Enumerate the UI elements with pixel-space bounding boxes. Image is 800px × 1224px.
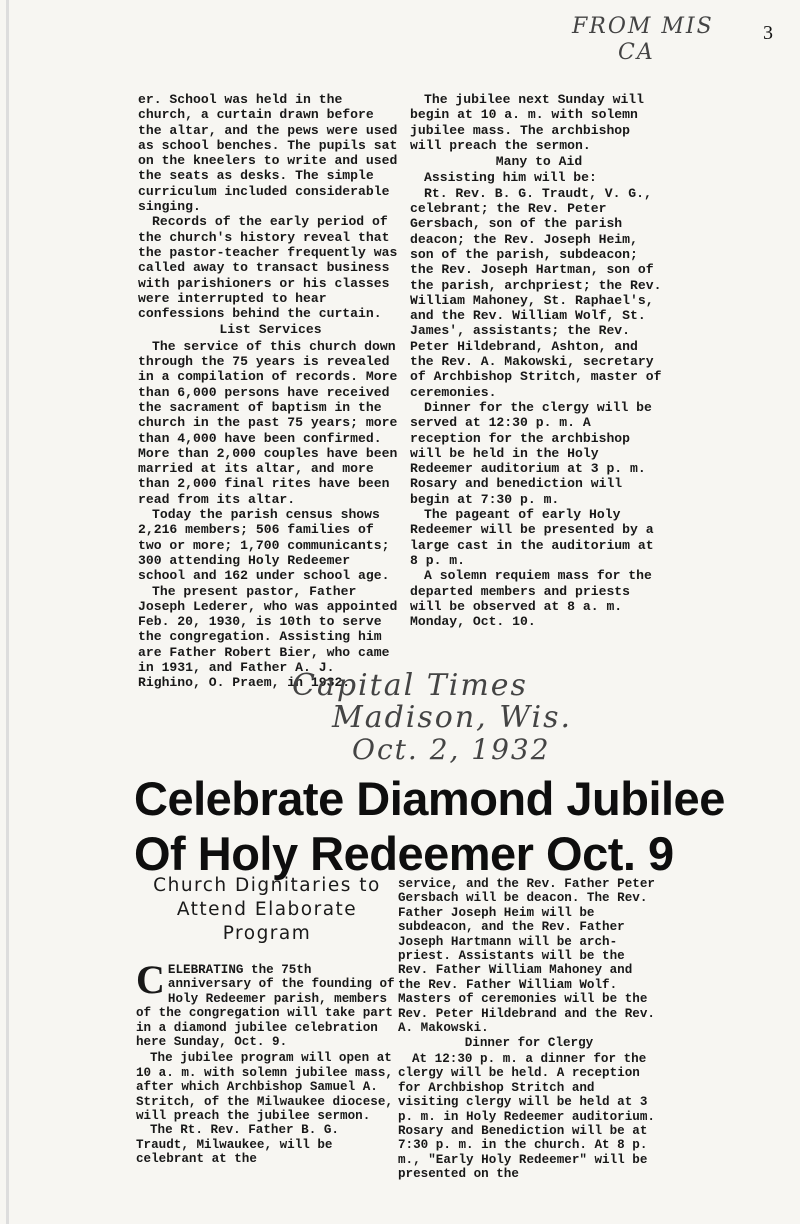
paragraph: Rt. Rev. B. G. Traudt, V. G., celebrant; the Rev. Peter Gersbach, son of the parish deacon; the Rev. Joseph Heim, son of the parish, subdeacon; the Rev. Joseph Hartman, son of the parish, archpriest; the Rev. William Mahoney, St. Raphael's, and the Rev. William Wolf, St. James', assistants; the Rev. Peter Hildebrand, Ashton, and the Rev. A. Makowski, secretary of Archbishop Stritch, master of ceremonies. [410, 185, 662, 400]
headline-line-2: Of Holy Redeemer Oct. 9 [134, 827, 674, 880]
article-column-c [136, 957, 396, 1167]
paragraph: The service of this church down through the 75 years is revealed in a compilation of records. More than 6,000 persons have received the sacrament of baptism in the church in the past 75 years; more than 4,000 have been confirmed. More than 2,000 couples have been married at its altar, and more than 2,000 final rites have been read from its altar. [138, 338, 398, 507]
corner-annotation-top: FROM MIS [572, 14, 714, 39]
paragraph: service, and the Rev. Father Peter Gersbach will be deacon. The Rev. Father Joseph Heim will be subdeacon, and the Rev. Father Joseph Hartmann will be arch-priest. Assistants will be the Rev. Father William Mahoney and the Rev. Father William Wolf. Masters of ceremonies will be the Rev. Peter Hildebrand and the Rev. A. Makowski. [398, 877, 655, 1036]
paragraph: The jubilee program will open at 10 a. m. with solemn jubilee mass, after which Archbishop Samuel A. Stritch, of the Milwaukee diocese, will preach the jubilee sermon. [136, 1051, 393, 1124]
paragraph: The Rt. Rev. Father B. G. Traudt, Milwaukee, will be celebrant at the [136, 1123, 339, 1167]
source-annotation-date: Oct. 2, 1932 [352, 733, 551, 766]
article-column-a [138, 92, 403, 691]
article-column-b [410, 92, 668, 629]
headline-line-1: Celebrate Diamond Jubilee [134, 772, 725, 825]
paragraph: ELEBRATING the 75th anniversary of the founding of Holy Redeemer parish, members of the congregation will take part in a diamond jubilee celebration here Sunday, Oct. 9. [136, 963, 395, 1050]
paragraph: The pageant of early Holy Redeemer will be presented by a large cast in the auditorium at 8 p. m. [410, 507, 654, 568]
paragraph: Assisting him will be: [424, 170, 597, 186]
scan-edge [6, 0, 9, 1224]
paragraph: The jubilee next Sunday will begin at 10 a. m. with solemn jubilee mass. The archbishop will preach the sermon. [410, 92, 645, 153]
corner-annotation-bottom: CA [618, 40, 655, 65]
paragraph: Today the parish census shows 2,216 members; 506 families of two or more; 1,700 communicants; 300 attending Holy Redeemer school and 162 under school age. [138, 507, 390, 584]
drop-cap: C [136, 957, 165, 1002]
paragraph: At 12:30 p. m. a dinner for the clergy will be held. A reception for Archbishop Stritch and visiting clergy will be held at 3 p. m. in Holy Redeemer auditorium. Rosary and Benediction will be at 7:30 p. m. in the church. At 8 p. m., "Early Holy Redeemer" will be presented on the [398, 1051, 655, 1182]
subheading: Many to Aid [495, 154, 583, 170]
subheading: Dinner for Clergy [464, 1036, 594, 1051]
paragraph: The present pastor, Father Joseph Lederer, who was appointed Feb. 20, 1930, is 10th to serve the congregation. Assisting him are Father Robert Bier, who came in 1931, and Father A. J. Righino, O. Praem, in 1932. [138, 583, 398, 691]
paragraph: Records of the early period of the church's history reveal that the pastor-teacher frequently was called away to transact business with parishioners or his classes were interrupted to hear confessions behind the curtain. [138, 214, 398, 322]
page-number: 3 [763, 22, 773, 44]
subheadline: Church Dignitaries to Attend Elaborate Program [153, 875, 381, 944]
paragraph: A solemn requiem mass for the departed members and priests will be observed at 8 a. m. Monday, Oct. 10. [410, 568, 652, 630]
article-column-d [398, 877, 660, 1182]
source-annotation-paper: Capital Times [292, 668, 528, 703]
paragraph: er. School was held in the church, a curtain drawn before the altar, and the pews were used as school benches. The pupils sat on the kneelers to write and used the seats as desks. The simple curriculum included considerable singing. [138, 92, 398, 215]
paragraph: Dinner for the clergy will be served at 12:30 p. m. A reception for the archbishop will be held in the Holy Redeemer auditorium at 3 p. m. Rosary and benediction will begin at 7:30 p. m. [410, 399, 652, 507]
source-annotation-city: Madison, Wis. [332, 700, 573, 735]
subheading: List Services [219, 322, 322, 338]
